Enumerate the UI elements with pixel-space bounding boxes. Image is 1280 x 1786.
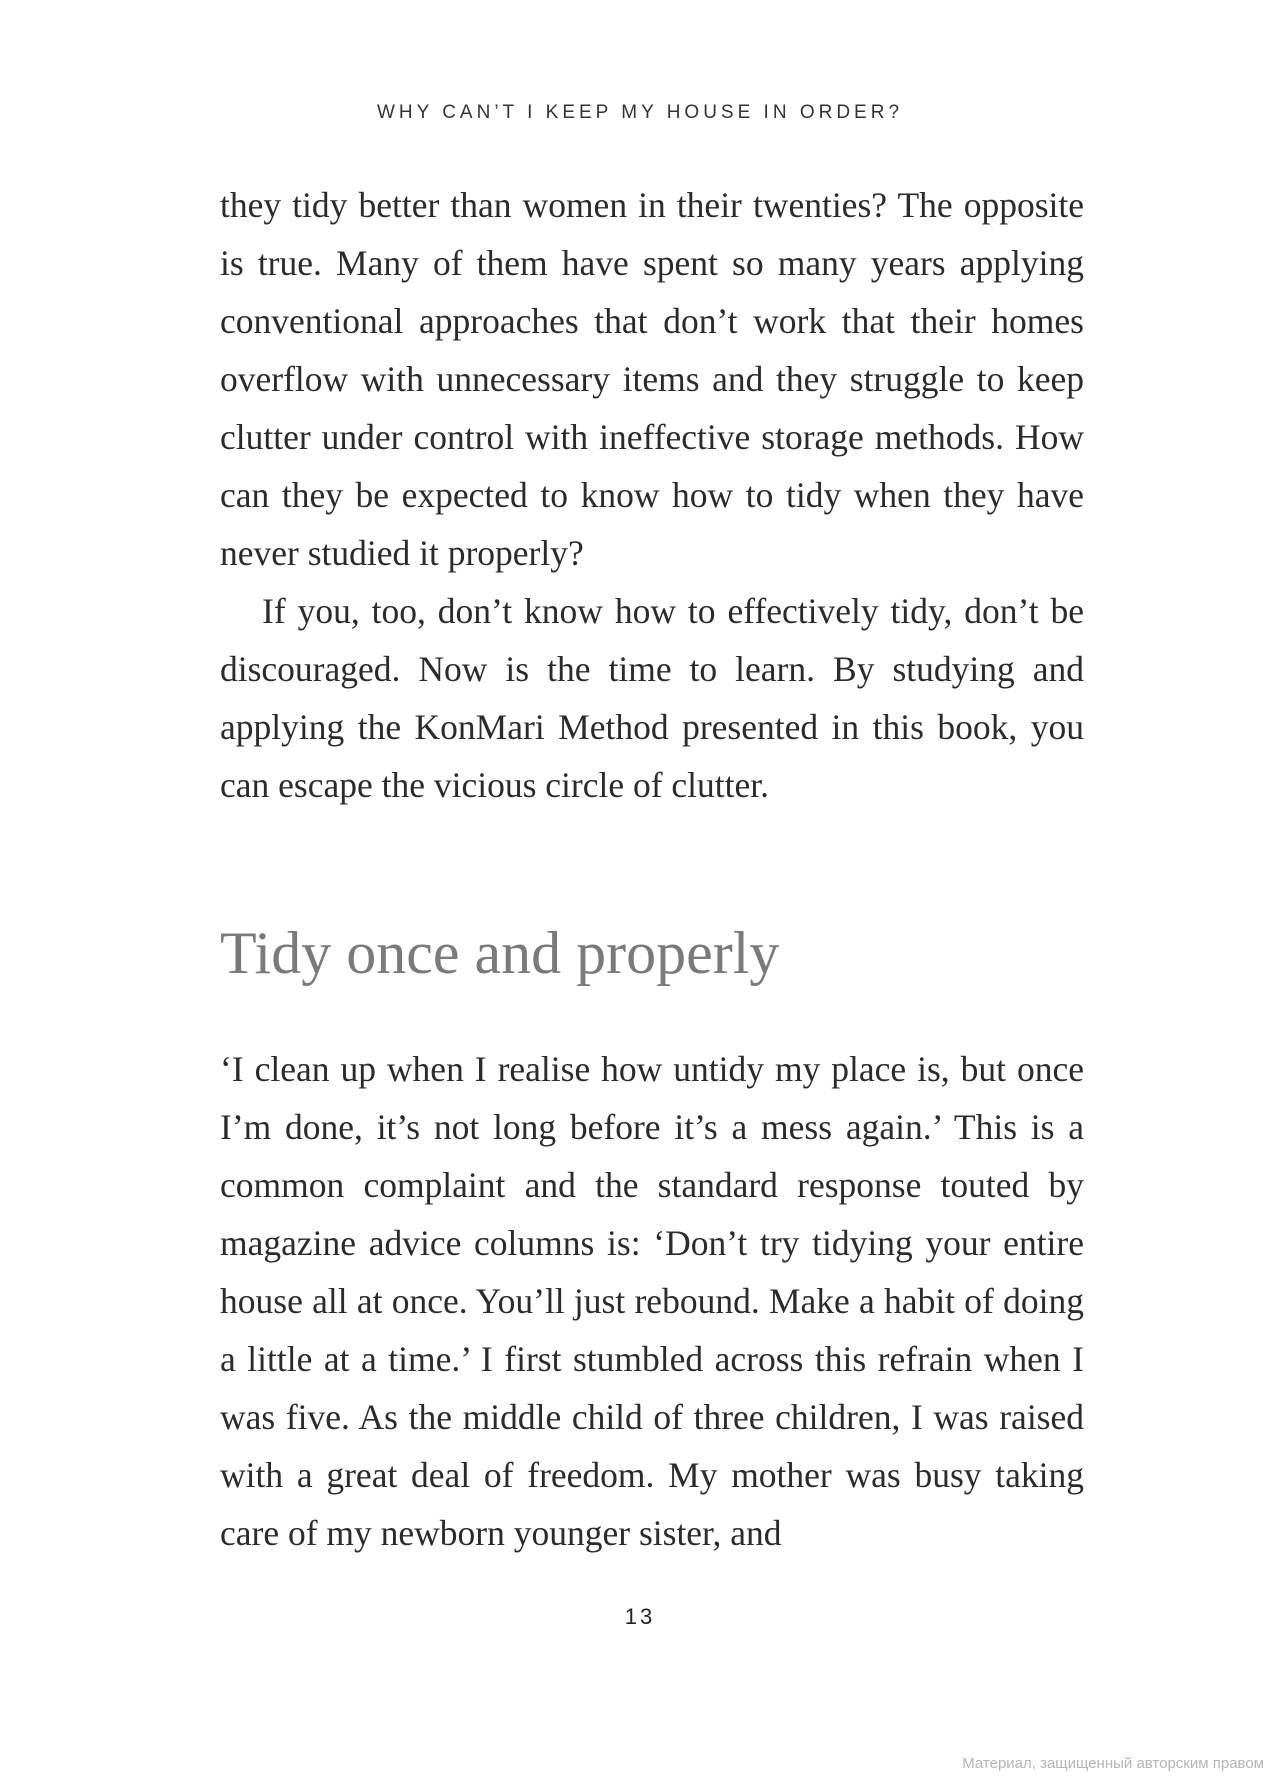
running-head: WHY CAN’T I KEEP MY HOUSE IN ORDER? [376, 102, 904, 123]
page-number: 13 [624, 1604, 656, 1629]
paragraph-3: ‘I clean up when I realise how untidy my place is, but once I’m done, it’s not long before it’s a mess again.’ This is a common complaint and the standard response touted by magazine advice columns is: ‘Don’t try tidying your entire house all at once. You’ll just rebound. Make a habit of doing a little at a time.’ I first stumbled across this refrain when I was five. As the middle child of three children, I was raised with a great deal of freedom. My mother was busy taking care of my newborn younger sister, and [220, 1049, 1084, 1553]
paragraph-2: If you, too, don’t know how to effectively tidy, don’t be discouraged. Now is the time to learn. By studying and applying the KonMari Method presented in this book, you can escape the vicious circle of clutter. [220, 591, 1084, 805]
text-block-bottom [220, 1040, 1084, 1562]
paragraph-1: they tidy better than women in their twenties? The opposite is true. Many of them have spent so many years applying conventional approaches that don’t work that their homes overflow with unnecessary items and they struggle to keep clutter under control with ineffective storage methods. How can they be expected to know how to tidy when they have never studied it properly? [220, 185, 1084, 573]
section-heading: Tidy once and properly [220, 920, 780, 986]
text-block-top [220, 176, 1084, 814]
copyright-watermark: Материал, защищенный авторским правом [962, 1755, 1264, 1772]
